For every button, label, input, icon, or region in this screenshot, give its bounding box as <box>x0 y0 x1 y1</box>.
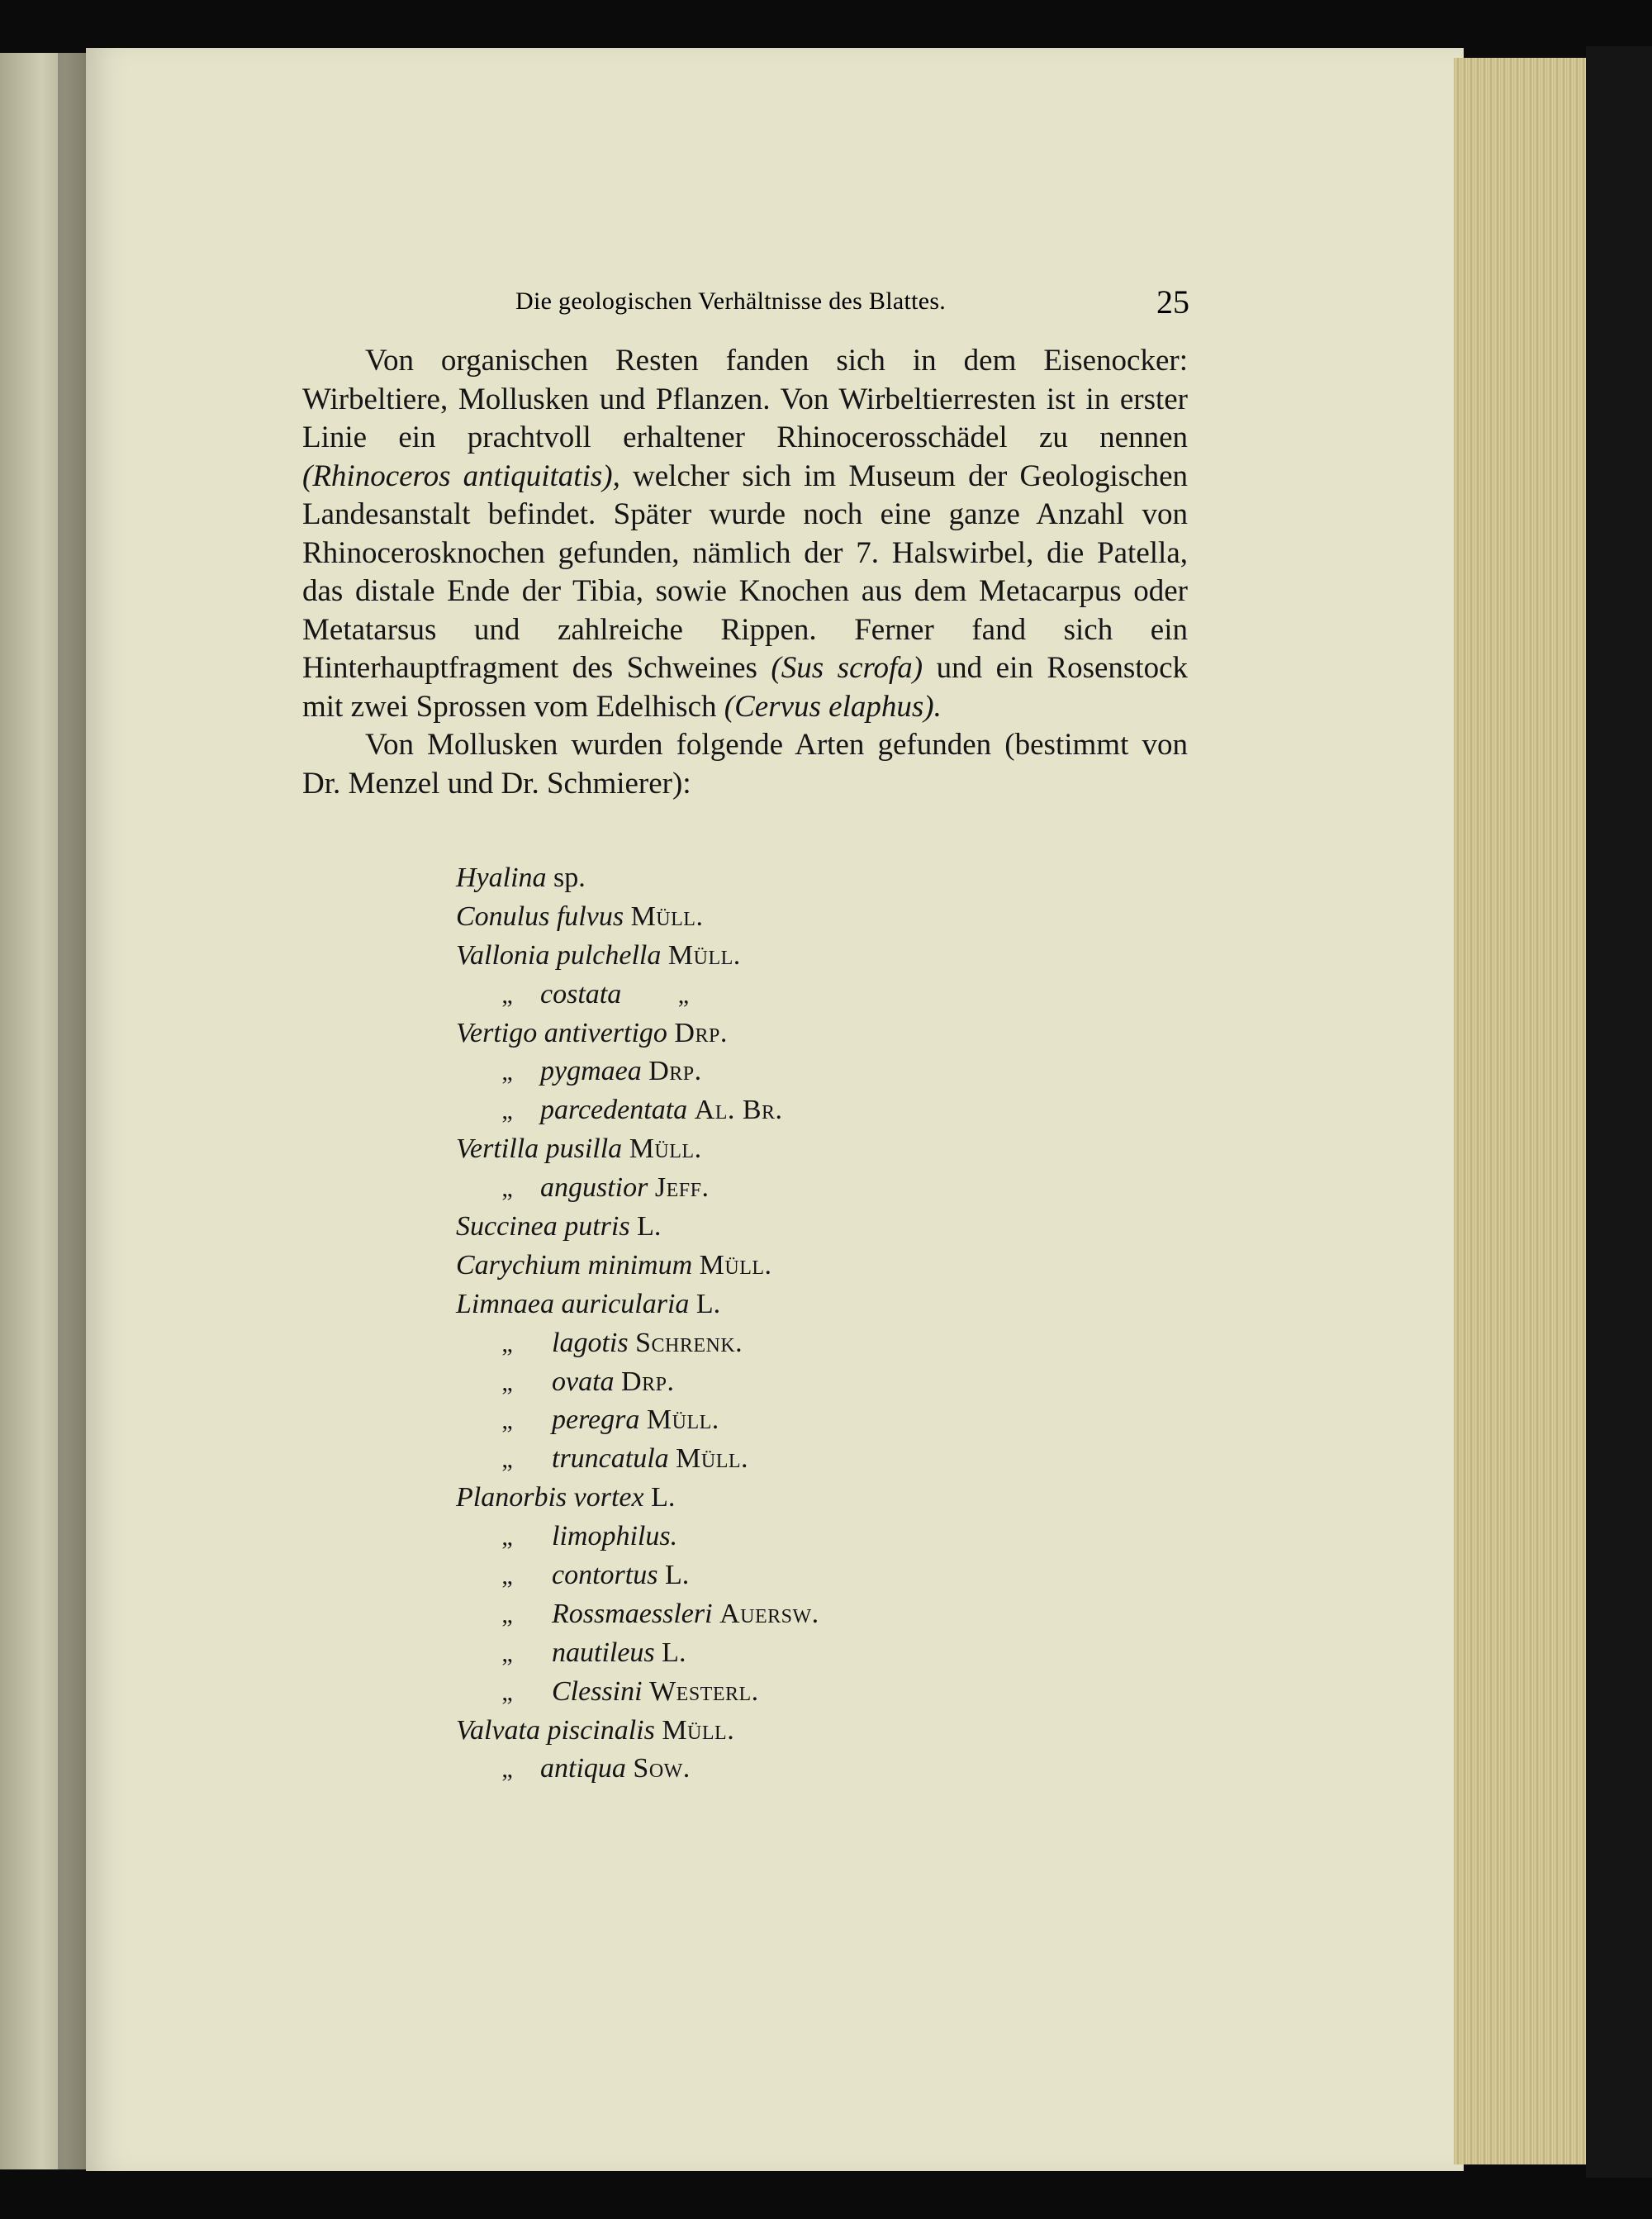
species-name: contortus <box>552 1560 658 1591</box>
author-citation: Auersw. <box>719 1598 819 1629</box>
species-row <box>456 1440 1034 1479</box>
author-citation: L. <box>637 1211 662 1243</box>
ditto-mark: „ <box>501 981 513 1009</box>
paragraph <box>302 726 1188 803</box>
ditto-mark: „ <box>501 1368 513 1396</box>
species-row <box>456 859 1034 898</box>
species-row <box>456 1014 1034 1053</box>
author-citation: „ <box>677 981 690 1009</box>
species-row <box>456 1247 1034 1285</box>
species-name: vortex <box>573 1482 644 1513</box>
species-name: antivertigo <box>544 1017 667 1048</box>
species-list <box>456 859 1034 1789</box>
genus-name: Succinea <box>456 1211 558 1243</box>
author-citation: Müll. <box>667 939 741 971</box>
author-citation: L. <box>664 1560 690 1591</box>
text-segment: und ein Rosenstock mit zwei Sprossen vom Edelhisch <box>302 651 1189 724</box>
author-citation: L. <box>662 1637 686 1668</box>
author-citation: Müll. <box>662 1714 735 1746</box>
body-text <box>302 342 1188 803</box>
ditto-mark: „ <box>501 1407 513 1435</box>
species-name: limophilus. <box>552 1521 678 1552</box>
author-citation: Westerl. <box>649 1675 759 1707</box>
ditto-mark: „ <box>501 1639 513 1667</box>
species-row <box>456 1401 1034 1440</box>
author-citation: sp. <box>553 862 586 893</box>
ditto-mark: „ <box>501 1600 513 1628</box>
species-row <box>456 1052 1034 1091</box>
genus-name: Valvata <box>456 1714 540 1746</box>
genus-name: Carychium <box>456 1249 582 1281</box>
species-row <box>456 1285 1034 1324</box>
author-citation: Müll. <box>676 1443 749 1475</box>
species-row <box>456 1091 1034 1130</box>
author-citation: Drp. <box>674 1017 728 1048</box>
ditto-mark: „ <box>501 1058 513 1086</box>
ditto-mark: „ <box>501 1175 513 1203</box>
ditto-mark: „ <box>501 1756 513 1784</box>
species-row <box>456 976 1034 1014</box>
species-name: Rossmaessleri <box>552 1598 713 1629</box>
species-row <box>456 1208 1034 1247</box>
genus-name: Vertigo <box>456 1017 538 1048</box>
author-citation: L. <box>695 1288 721 1319</box>
ditto-mark: „ <box>501 1678 513 1706</box>
species-row <box>456 1750 1034 1789</box>
genus-name: Hyalina <box>456 862 547 893</box>
species-name: pygmaea <box>540 1056 642 1087</box>
genus-name: Planorbis <box>456 1482 567 1513</box>
author-citation: Müll. <box>630 900 704 932</box>
ditto-mark: „ <box>501 1329 513 1357</box>
author-citation: L. <box>651 1482 676 1513</box>
page-number: 25 <box>1156 283 1189 321</box>
species-name: piscinalis <box>547 1714 655 1746</box>
species-name: lagotis <box>552 1327 629 1358</box>
author-citation: Drp. <box>648 1056 702 1087</box>
species-row <box>456 1479 1034 1518</box>
author-citation: Jeff. <box>654 1172 710 1204</box>
book-cover <box>1586 46 1652 2178</box>
species-name: fulvus <box>556 900 624 932</box>
genus-name: Conulus <box>456 900 550 932</box>
author-citation: Müll. <box>646 1404 719 1436</box>
species-row <box>456 937 1034 976</box>
species-row <box>456 1634 1034 1673</box>
species-row <box>456 1130 1034 1169</box>
species-name: putris <box>564 1211 630 1243</box>
author-citation: Schrenk. <box>635 1327 743 1358</box>
species-row <box>456 898 1034 937</box>
species-row <box>456 1556 1034 1595</box>
species-name: angustior <box>540 1172 648 1204</box>
ditto-mark: „ <box>501 1446 513 1474</box>
text-segment: Von Mollusken wurden folgende Arten gefunden (bestimmt von Dr. Menzel und Dr. Schmierer): <box>302 728 1188 801</box>
italic-segment: (Sus scrofa) <box>771 651 923 685</box>
species-name: peregra <box>552 1404 640 1436</box>
author-citation: Al. Br. <box>694 1095 783 1126</box>
italic-segment: (Rhinoceros antiquitatis), <box>302 459 620 493</box>
running-title: Die geologischen Verhältnisse des Blattes. <box>515 287 947 315</box>
ditto-mark: „ <box>501 1523 513 1551</box>
species-name: minimum <box>587 1249 693 1281</box>
species-row <box>456 1169 1034 1208</box>
species-name: costata <box>540 978 622 1010</box>
author-citation: Müll. <box>629 1133 702 1165</box>
species-row <box>456 1595 1034 1634</box>
species-name: parcedentata <box>540 1095 688 1126</box>
species-name: nautileus <box>552 1637 655 1668</box>
text-segment: welcher sich im Museum der Geologischen Landesanstalt befindet. Später wurde noch eine ganze Anzahl von Rhinocerosknochen gefunden, nämlich der 7. Halswirbel, die Patella, das distale Ende der Tibia, sowie Knochen aus dem Metacarpus oder Metatarsus und zahlreiche Rippen. Ferner fand sich ein Hinterhauptfragment des Schweines <box>302 459 1188 685</box>
species-row <box>456 1673 1034 1712</box>
running-head <box>302 283 1194 329</box>
paragraph <box>302 342 1188 726</box>
species-name: Clessini <box>552 1675 643 1707</box>
genus-name: Limnaea <box>456 1288 554 1319</box>
genus-name: Vertilla <box>456 1133 539 1165</box>
author-citation: Sow. <box>633 1753 691 1784</box>
species-row <box>456 1518 1034 1556</box>
species-name: pusilla <box>545 1133 623 1165</box>
author-citation: Müll. <box>699 1249 772 1281</box>
species-name: pulchella <box>556 939 662 971</box>
text-segment: Von organischen Resten fanden sich in dem Eisenocker: Wirbeltiere, Mollusken und Pflanzen. Von Wirbeltierresten ist in erster Linie ein prachtvoll erhaltener Rhinocerosschädel zu nennen <box>302 344 1188 454</box>
page-block-edges <box>1454 58 1588 2164</box>
species-name: auricularia <box>561 1288 690 1319</box>
species-row <box>456 1363 1034 1402</box>
species-name: ovata <box>552 1366 615 1397</box>
species-row <box>456 1324 1034 1363</box>
ditto-mark: „ <box>501 1562 513 1590</box>
genus-name: Vallonia <box>456 939 550 971</box>
species-name: antiqua <box>540 1753 626 1784</box>
species-row <box>456 1712 1034 1751</box>
italic-segment: (Cervus elaphus). <box>724 689 942 724</box>
ditto-mark: „ <box>501 1097 513 1125</box>
author-citation: Drp. <box>621 1366 675 1397</box>
species-name: truncatula <box>552 1443 669 1475</box>
